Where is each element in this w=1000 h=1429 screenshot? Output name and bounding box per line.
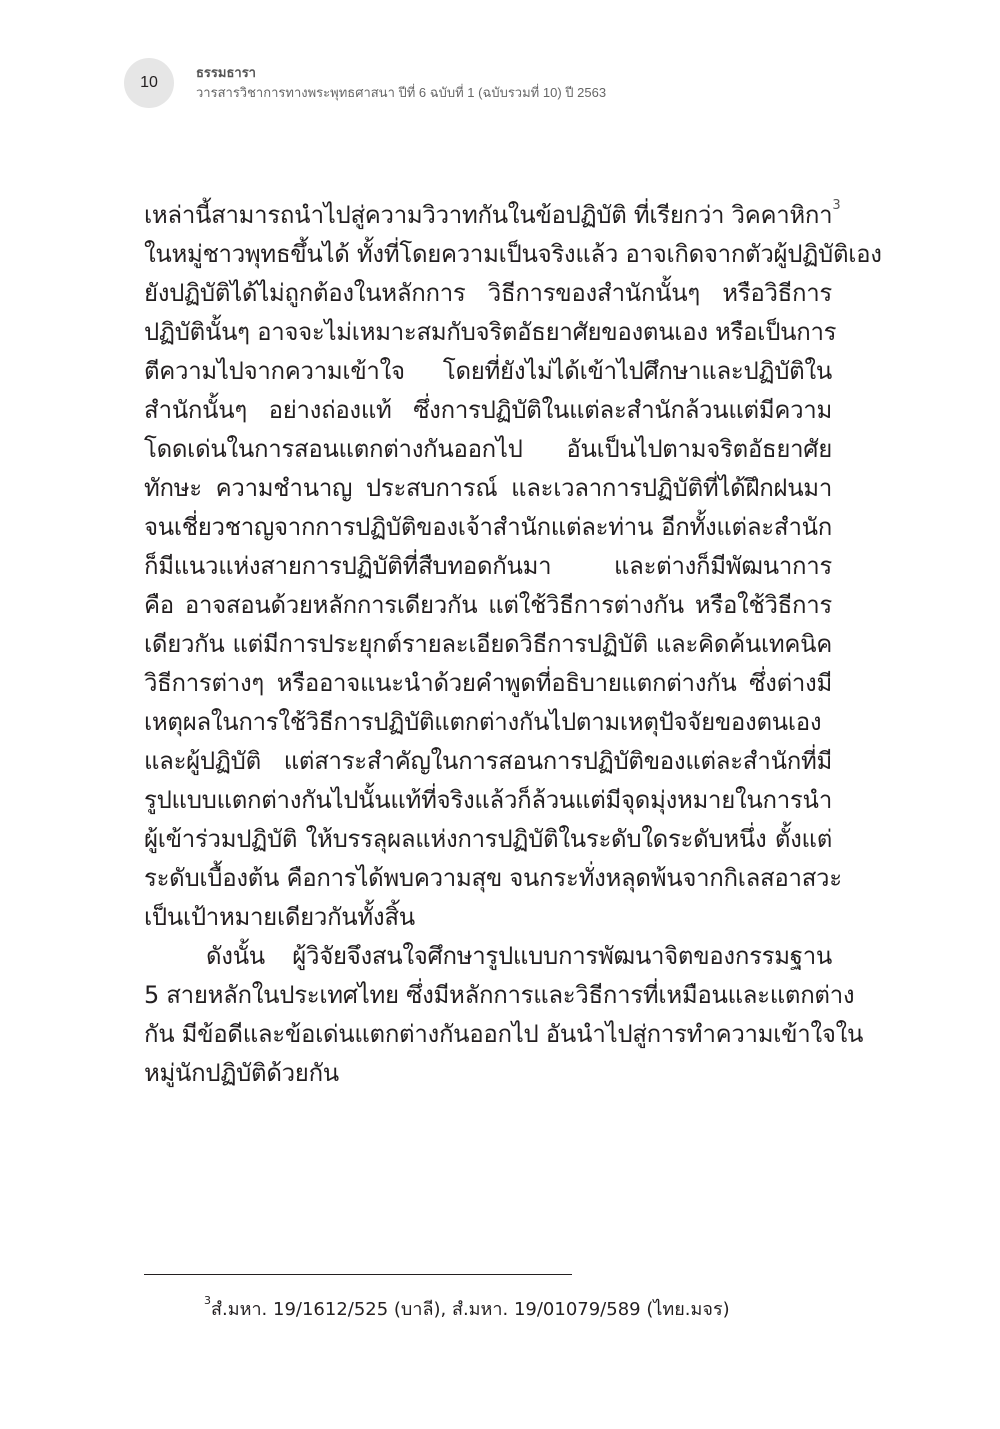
text-line: คือ อาจสอนด้วยหลักการเดียวกัน แต่ใช้วิธีการต่างกัน หรือใช้วิธีการ [144, 591, 832, 619]
text-line: เป็นเป้าหมายเดียวกันทั้งสิ้น [144, 903, 415, 931]
text-line: รูปแบบแตกต่างกันไปนั้นแท้ที่จริงแล้วก็ล้วนแต่มีจุดมุ่งหมายในการนำ [144, 786, 833, 814]
text-line: จนเชี่ยวชาญจากการปฏิบัติของเจ้าสำนักแต่ละท่าน อีกทั้งแต่ละสำนัก [144, 513, 832, 541]
journal-issue: วารสารวิชาการทางพระพุทธศาสนา ปีที่ 6 ฉบับที่ 1 (ฉบับรวมที่ 10) ปี 2563 [196, 85, 607, 100]
page-header [124, 58, 824, 108]
text-line: และผู้ปฏิบัติ แต่สาระสำคัญในการสอนการปฏิบัติของแต่ละสำนักที่มี [144, 747, 832, 775]
footnote [204, 1294, 730, 1323]
text-line-content: เหล่านี้สามารถนำไปสู่ความวิวาทกันในข้อปฏิบัติ ที่เรียกว่า วิคคาหิกา [144, 201, 833, 229]
footnote-marker: 3 [204, 1294, 211, 1307]
text-line: วิธีการต่างๆ หรืออาจแนะนำด้วยคำพูดที่อธิบายแตกต่างกัน ซึ่งต่างมี [144, 669, 832, 697]
footnote-reference[interactable]: 3 [832, 198, 841, 213]
text-line: ยังปฏิบัติได้ไม่ถูกต้องในหลักการ วิธีการของสำนักนั้นๆ หรือวิธีการ [144, 279, 832, 307]
text-line: ทักษะ ความชำนาญ ประสบการณ์ และเวลาการปฏิบัติที่ได้ฝึกฝนมา [144, 474, 832, 502]
text-line: สำนักนั้นๆ อย่างถ่องแท้ ซึ่งการปฏิบัติในแต่ละสำนักล้วนแต่มีความ [144, 396, 832, 424]
text-line: ผู้เข้าร่วมปฏิบัติ ให้บรรลุผลแห่งการปฏิบัติในระดับใดระดับหนึ่ง ตั้งแต่ [144, 825, 832, 853]
text-line: กัน มีข้อดีและข้อเด่นแตกต่างกันออกไป อันนำไปสู่การทำความเข้าใจใน [144, 1020, 864, 1048]
journal-name: ธรรมธารา [196, 65, 256, 80]
body-text [144, 196, 882, 1093]
text-line: หมู่นักปฏิบัติด้วยกัน [144, 1059, 339, 1087]
paragraph-1 [144, 196, 882, 937]
text-line: เหตุผลในการใช้วิธีการปฏิบัติแตกต่างกันไปตามเหตุปัจจัยของตนเอง [144, 708, 822, 736]
text-line: เดียวกัน แต่มีการประยุกต์รายละเอียดวิธีการปฏิบัติ และคิดค้นเทคนิค [144, 630, 832, 658]
text-line [144, 196, 841, 235]
text-line: ระดับเบื้องต้น คือการได้พบความสุข จนกระทั่งหลุดพ้นจากกิเลสอาสวะ [144, 864, 842, 892]
text-line: ตีความไปจากความเข้าใจ โดยที่ยังไม่ได้เข้าไปศึกษาและปฏิบัติใน [144, 357, 832, 385]
text-line: 5 สายหลักในประเทศไทย ซึ่งมีหลักการและวิธีการที่เหมือนและแตกต่าง [144, 981, 855, 1009]
text-line: ปฏิบัตินั้นๆ อาจจะไม่เหมาะสมกับจริตอัธยาศัยของตนเอง หรือเป็นการ [144, 318, 837, 346]
footnote-divider [144, 1274, 572, 1275]
text-line: โดดเด่นในการสอนแตกต่างกันออกไป อันเป็นไปตามจริตอัธยาศัย [144, 435, 832, 463]
page-number-badge [124, 58, 174, 108]
text-line: ดังนั้น ผู้วิจัยจึงสนใจศึกษารูปแบบการพัฒนาจิตของกรรมฐาน [206, 942, 832, 970]
text-line: ก็มีแนวแห่งสายการปฏิบัติที่สืบทอดกันมา และต่างก็มีพัฒนาการ [144, 552, 832, 580]
text-line: ในหมู่ชาวพุทธขึ้นได้ ทั้งที่โดยความเป็นจริงแล้ว อาจเกิดจากตัวผู้ปฏิบัติเอง [144, 240, 882, 268]
page-number: 10 [140, 74, 158, 91]
paragraph-2 [144, 937, 864, 1093]
footnote-text: สํ.มหา. 19/1612/525 (บาลี), สํ.มหา. 19/01079/589 (ไทย.มจร) [211, 1299, 730, 1320]
